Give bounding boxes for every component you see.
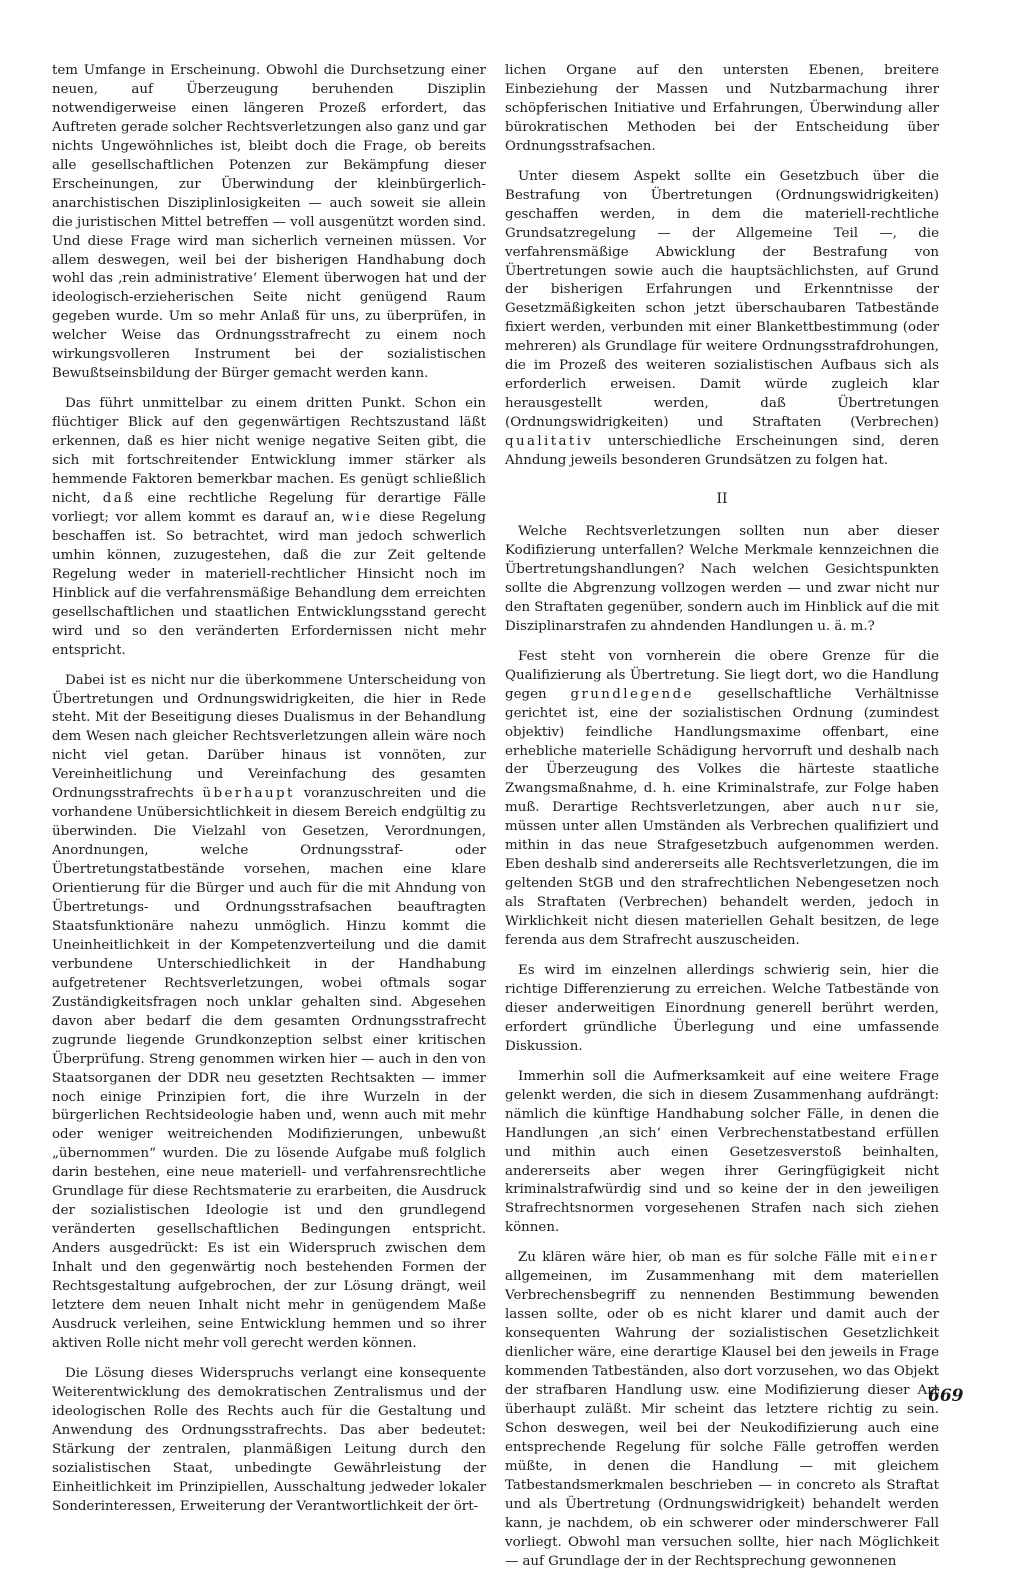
spaced-emphasis: einer bbox=[891, 1250, 939, 1266]
spaced-emphasis: wie bbox=[341, 509, 373, 525]
paragraph: Welche Rechtsverletzungen sollten nun aber dieser Kodifizierung unterfallen? Welche Merkmale kennzeichnen die Übertretungshandlungen? Nach welchen Gesichtspunkten sollte die Abgrenzung vollzogen werden — und zwar nicht nur den Straftaten gegenüber, sondern auch im Hinblick auf die mit Disziplinarstrafen zu ahndenden Handlungen u. ä. m.? bbox=[505, 524, 939, 634]
paragraph: Zu klären wäre hier, ob man es für solche Fälle mit einer allgemeinen, im Zusammenhang mit dem materiellen Verbrechensbegriff zu nennenden Bestimmung bewenden lassen sollte, oder ob es nicht klarer und damit auch der konsequenten Wahrung der sozialistischen Gesetzlichkeit dienlicher wäre, eine derartige Klausel bei den jeweils in Frage kommenden Tatbeständen, also dort vorzusehen, wo das Objekt der strafbaren Handlung usw. eine Modifizierung dieser Art überhaupt zuläßt. Mir scheint das letztere richtig zu sein. Schon deswegen, weil bei der Neukodifizierung auch eine entsprechende Regelung für solche Fälle getroffen werden müßte, in denen die Handlung — mit gleichem Tatbestandsmerkmalen beschrieben — in concreto als Straftat und als Übertretung (Ordnungswidrigkeit) behandelt werden kann, je nachdem, ob ein schwerer oder minderschwerer Fall vorliegt. Obwohl man versuchen sollte, hier nach Möglichkeit — auf Grundlage der in der Rechtsprechung gewonnenen bbox=[505, 1250, 939, 1569]
left-column bbox=[52, 62, 486, 1527]
paragraph: Fest steht von vornherein die obere Grenze für die Qualifizierung als Übertretung. Sie liegt dort, wo die Handlung gegen grundlegende gesellschaftliche Verhältnisse gerichtet ist, eine der sozialistischen Ordnung (zumindest objektiv) feindliche Handlungsmaxime offenbart, eine erhebliche materielle Schädigung hervorruft und deshalb nach der Überzeugung des Volkes die härteste staatliche Zwangsmaßnahme, d. h. eine Kriminalstrafe, zur Folge haben muß. Derartige Rechtsverletzungen, aber auch nur sie, müssen unter allen Umständen als Verbrechen qualifiziert und mithin in das neue Strafgesetzbuch aufgenommen werden. Eben deshalb sind andererseits alle Rechtsverletzungen, die im geltenden StGB und den strafrechtlichen Nebengesetzen noch als Straftaten (Verbrechen) behandelt werden, jedoch in Wirklichkeit nicht diesen materiellen Gehalt besitzen, de lege ferenda aus dem Strafrecht auszuscheiden. bbox=[505, 648, 939, 949]
paragraph: Immerhin soll die Aufmerksamkeit auf eine weitere Frage gelenkt werden, die sich in diesem Zusammenhang aufdrängt: nämlich die künftige Handhabung solcher Fälle, in denen die Handlungen ‚an sich‘ einen Verbrechenstatbestand erfüllen und mithin auch einen Gesetzesverstoß beinhalten, andererseits aber wegen ihrer Geringfügigkeit nicht kriminalstrafwürdig sind und so keine der in den jeweiligen Strafrechtsnormen vorgesehenen Strafen nach sich ziehen können. bbox=[505, 1068, 939, 1236]
spaced-emphasis: nur bbox=[872, 800, 903, 816]
spaced-emphasis: qualitativ bbox=[505, 434, 594, 450]
paragraph: tem Umfange in Erscheinung. Obwohl die Durchsetzung einer neuen, auf Überzeugung beruhenden Disziplin notwendigerweise einen längeren Prozeß erfordert, das Auftreten gerade solcher Rechtsverletzungen also ganz und gar nichts Ungewöhnliches ist, bleibt doch die Frage, ob bereits alle gesellschaftlichen Potenzen zur Bekämpfung dieser Erscheinungen, zur Überwindung der kleinbürgerlich-anarchistischen Disziplinlosigkeiten — auch soweit sie allein die juristischen Mittel betreffen — voll ausgenützt worden sind. Und diese Frage wird man sicherlich verneinen müssen. Vor allem deswegen, weil bei der bisherigen Handhabung doch wohl das ‚rein administrative‘ Element überwogen hat und der ideologisch-erzieherischen Seite nicht genügend Raum gegeben wurde. Um so mehr Anlaß für uns, zu überprüfen, in welcher Weise das Ordnungsstrafrecht zu einem noch wirkungsvolleren Instrument bei der sozialistischen Bewußtseinsbildung der Bürger gemacht werden kann. bbox=[52, 63, 486, 382]
spaced-emphasis: daß bbox=[102, 490, 136, 506]
right-column bbox=[505, 62, 939, 1583]
paragraph: Dabei ist es nicht nur die überkommene Unterscheidung von Übertretungen und Ordnungswidrigkeiten, die hier in Rede steht. Mit der Beseitigung dieses Dualismus in der Behandlung dem Wesen nach gleicher Rechtsverletzungen allein wäre noch nicht viel getan. Darüber hinaus ist vonnöten, zur Vereinheitlichung und Vereinfachung des gesamten Ordnungsstrafrechts überhaupt voranzuschreiten und die vorhandene Unübersichtlichkeit in diesem Bereich endgültig zu überwinden. Die Vielzahl von Gesetzen, Verordnungen, Anordnungen, welche Ordnungsstraf- oder Übertretungstatbestände vorsehen, machen eine klare Orientierung für die Bürger und auch für die mit Ahndung von Übertretungs- und Ordnungsstrafsachen beauftragten Staatsfunktionäre nahezu unmöglich. Hinzu kommt die Uneinheitlichkeit in der Kompetenzverteilung und die damit verbundene Unterschiedlichkeit in der Handhabung aufgetretener Rechtsverletzungen, wobei oftmals sogar Zuständigkeitsfragen noch unklar gehalten sind. Abgesehen davon aber bedarf die dem gesamten Ordnungsstrafrecht zugrunde liegende Grundkonzeption selbst einer kritischen Überprüfung. Streng genommen wirken hier — auch in den von Staatsorganen der DDR neu gesetzten Rechtsakten — immer noch einige Prinzipien fort, die ihre Wurzeln in der bürgerlichen Rechtsideologie haben und, wenn auch mit mehr oder weniger weitreichenden Modifizierungen, unbewußt „übernommen“ wurden. Die zu lösende Aufgabe muß folglich darin bestehen, eine neue materiell- und verfahrensrechtliche Grundlage für diese Rechtsmaterie zu erarbeiten, die Ausdruck der sozialistischen Ideologie ist und den grundlegend veränderten gesellschaftlichen Bedingungen entspricht. Anders ausgedrückt: Es ist ein Widerspruch zwischen dem Inhalt und den gegenwärtig noch bestehenden Formen der Rechtsgestaltung aufgebrochen, der zur Lösung drängt, weil letztere dem neuen Inhalt nicht mehr in genügendem Maße Ausdruck verleihen, seine Entwicklung hemmen und so ihrer aktiven Rolle nicht mehr voll gerecht werden können. bbox=[52, 672, 486, 1351]
paragraph: lichen Organe auf den untersten Ebenen, breitere Einbeziehung der Massen und Nutzbarmachung ihrer schöpferischen Initiative und Erfahrungen, Überwindung aller bürokratischen Methoden bei der Entscheidung über Ordnungsstrafsachen. bbox=[505, 63, 939, 154]
paragraph: Es wird im einzelnen allerdings schwierig sein, hier die richtige Differenzierung zu erreichen. Welche Tatbestände von dieser anderweitigen Einordnung generell berührt werden, erfordert gründliche Überlegung und eine umfassende Diskussion. bbox=[505, 962, 939, 1054]
spaced-emphasis: überhaupt bbox=[202, 786, 295, 802]
page-number: 669 bbox=[928, 1386, 964, 1406]
spaced-emphasis: grundlegende bbox=[570, 686, 694, 702]
paragraph: Unter diesem Aspekt sollte ein Gesetzbuch über die Bestrafung von Übertretungen (Ordnungswidrigkeiten) geschaffen werden, in dem die materiell-rechtliche Grundsatzregelung — der Allgemeine Teil —, die verfahrensmäßige Abwicklung der Bestrafung von Übertretungen sowie auch die hauptsächlichsten, auf Grund der bisherigen Erfahrungen und Erkenntnisse der Gesetzmäßigkeiten schon jetzt überschaubaren Tatbestände fixiert werden, verbunden mit einer Blankettbestimmung (oder mehreren) als Grundlage für weitere Ordnungsstrafdrohungen, die im Prozeß des weiteren sozialistischen Aufbaus sich als erforderlich erweisen. Damit würde zugleich klar herausgestellt werden, daß Übertretungen (Ordnungswidrigkeiten) und Straftaten (Verbrechen) qualitativ unterschiedliche Erscheinungen sind, deren Ahndung jeweils besonderen Grundsätzen zu folgen hat. bbox=[505, 168, 939, 469]
paragraph: Das führt unmittelbar zu einem dritten Punkt. Schon ein flüchtiger Blick auf den gegenwärtigen Rechtszustand läßt erkennen, daß es hier nicht wenige negative Seiten gibt, die sich mit fortschreitender Entwicklung immer stärker als hemmende Faktoren bemerkbar machen. Es genügt schließlich nicht, daß eine rechtliche Regelung für derartige Fälle vorliegt; vor allem kommt es darauf an, wie diese Regelung beschaffen ist. So betrachtet, wird man jedoch schwerlich umhin können, zuzugestehen, daß die zur Zeit geltende Regelung weder in materiell-rechtlicher Hinsicht noch im Hinblick auf die verfahrensmäßige Behandlung dem erreichten gesellschaftlichen und staatlichen Entwicklungsstand gerecht wird und so den veränderten Erfordernissen nicht mehr entspricht. bbox=[52, 396, 486, 658]
paragraph: Die Lösung dieses Widerspruchs verlangt eine konsequente Weiterentwicklung des demokratischen Zentralismus und der ideologischen Rolle des Rechts auch für die Gestaltung und Anwendung des Ordnungsstrafrechts. Das aber bedeutet: Stärkung der zentralen, planmäßigen Leitung durch den sozialistischen Staat, unbedingte Gewährleistung der Einheitlichkeit im Prinzipiellen, Ausschaltung jedweder lokaler Sonderinteressen, Erweiterung der Verantwortlichkeit der ört- bbox=[52, 1365, 486, 1514]
section-heading: II bbox=[716, 491, 728, 508]
